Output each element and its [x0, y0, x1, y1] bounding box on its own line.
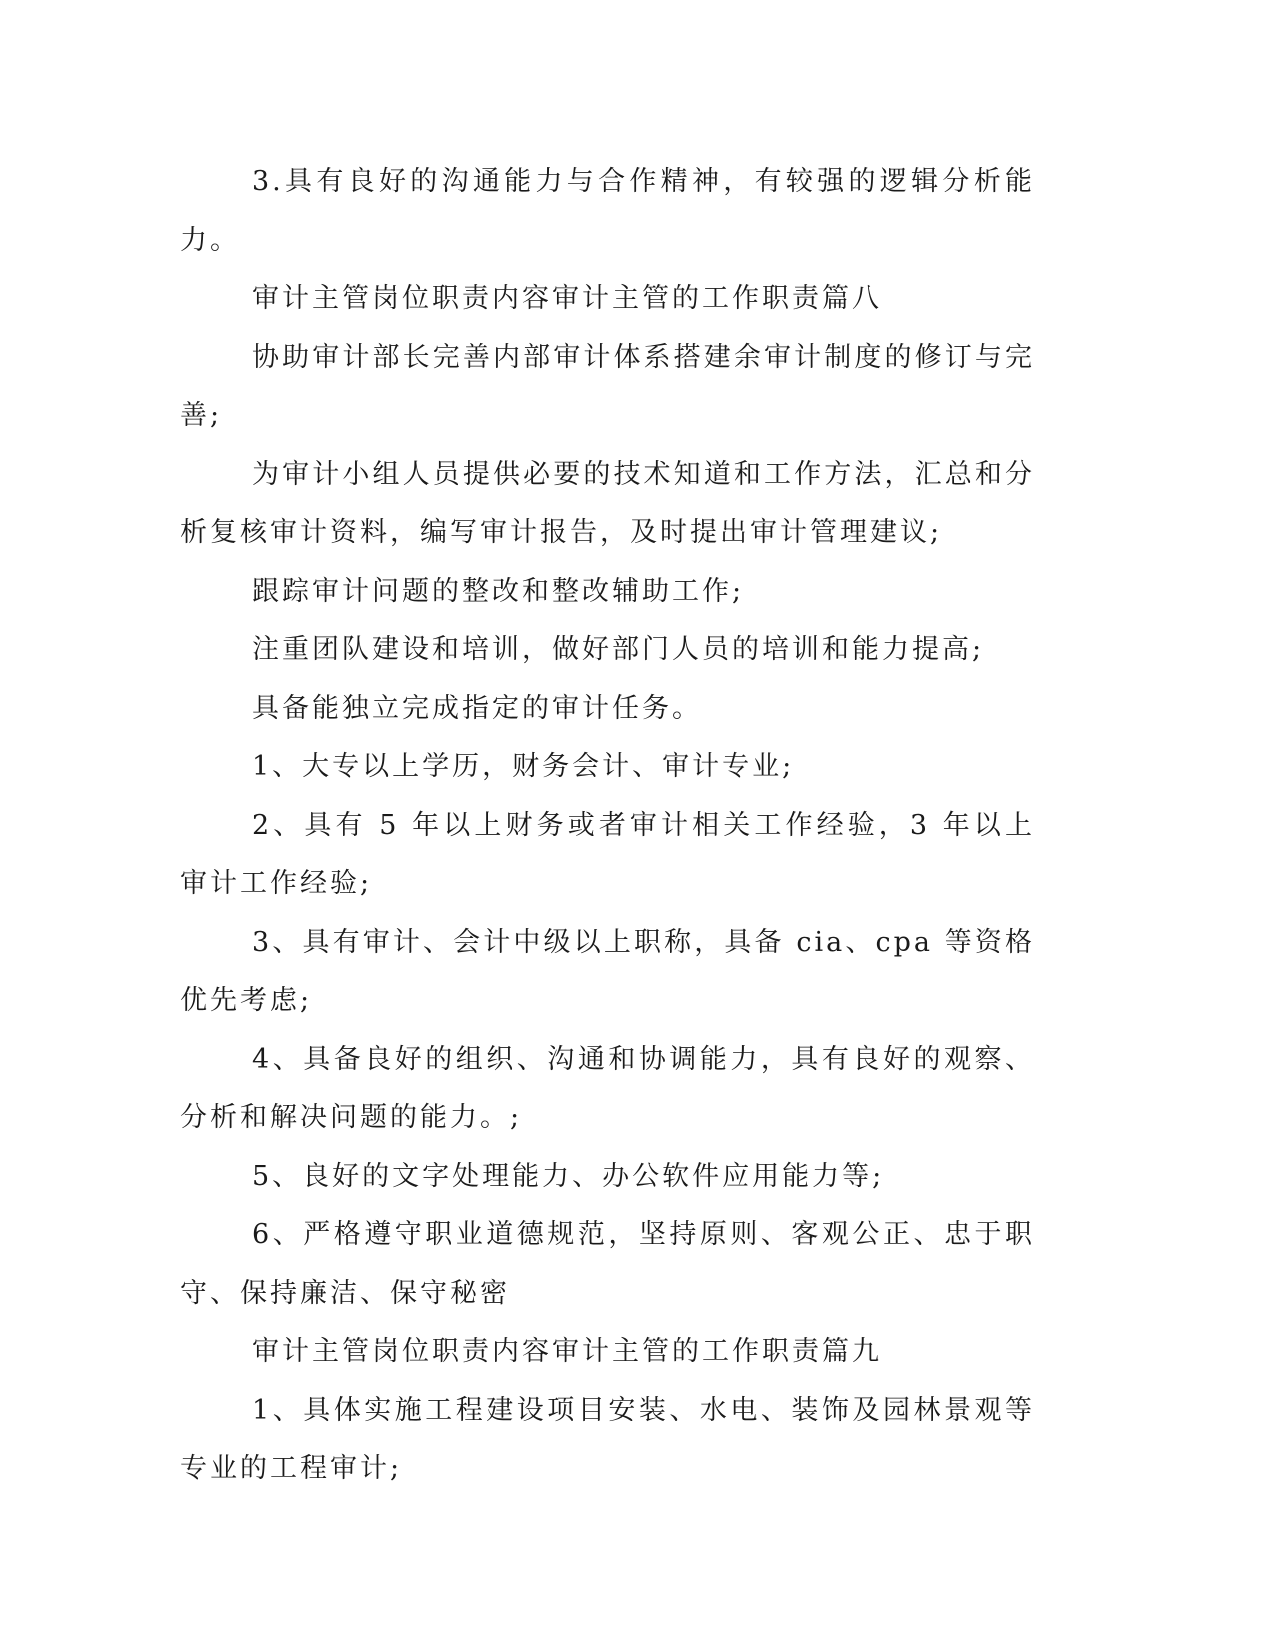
requirement-2: 2、具有 5 年以上财务或者审计相关工作经验，3 年以上审计工作经验; [180, 809, 1035, 899]
paragraph-6: 注重团队建设和培训，做好部门人员的培训和能力提高; [252, 634, 985, 665]
paragraph-4: 为审计小组人员提供必要的技术知道和工作方法，汇总和分析复核审计资料，编写审计报告，及时提出审计管理建议; [180, 458, 1035, 548]
requirement-5: 5、良好的文字处理能力、办公软件应用能力等; [252, 1160, 885, 1192]
paragraph-7: 具备能独立完成指定的审计任务。 [252, 692, 702, 724]
paragraph-3: 协助审计部长完善内部审计体系搭建余审计制度的修订与完善; [180, 341, 1035, 431]
requirement-3: 3、具有审计、会计中级以上职称，具备 cia、cpa 等资格优先考虑; [180, 926, 1035, 1016]
paragraph-1: 3.具有良好的沟通能力与合作精神，有较强的逻辑分析能力。 [180, 166, 1035, 256]
document-body [180, 153, 1035, 1499]
section-heading-9: 审计主管岗位职责内容审计主管的工作职责篇九 [252, 1336, 882, 1367]
requirement-4: 4、具备良好的组织、沟通和协调能力，具有良好的观察、分析和解决问题的能力。; [180, 1043, 1035, 1133]
duty-1: 1、具体实施工程建设项目安装、水电、装饰及园林景观等专业的工程审计; [180, 1394, 1035, 1484]
requirement-1: 1、大专以上学历，财务会计、审计专业; [252, 751, 795, 782]
section-heading-8: 审计主管岗位职责内容审计主管的工作职责篇八 [252, 283, 882, 314]
requirement-6: 6、严格遵守职业道德规范，坚持原则、客观公正、忠于职守、保持廉洁、保守秘密 [180, 1219, 1035, 1309]
paragraph-5: 跟踪审计问题的整改和整改辅助工作; [252, 575, 745, 607]
